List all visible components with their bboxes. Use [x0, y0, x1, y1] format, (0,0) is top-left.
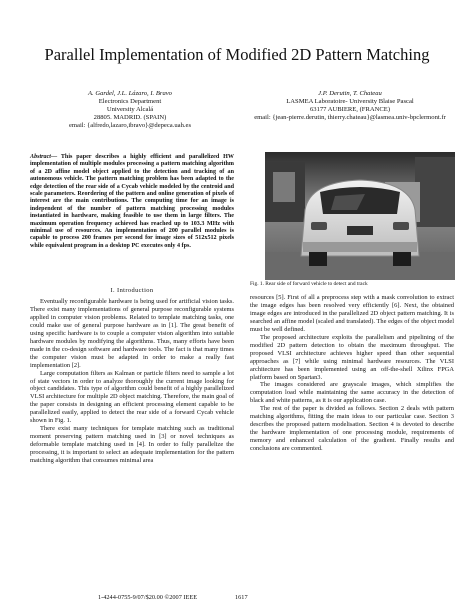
- author-address-left: 28805. MADRID. (SPAIN): [93, 113, 167, 121]
- author-block-left: [30, 90, 230, 130]
- footer-copyright: 1-4244-0755-9/07/$20.00 ©2007 IEEE: [98, 594, 198, 601]
- right-column-text: [250, 294, 454, 453]
- author-email-right: email: {jean-pierre.derutin, thierry.chateau}@lasmea.univ-bpclermont.fr: [254, 113, 446, 121]
- right-paragraph: The rest of the paper is divided as follows. Section 2 deals with pattern matching algorithms, fitting the main ideas to our particular case. Section 3 describes the proposed pattern modelisation. Section 4 is devoted to describe the hardware implementation of one processing module, requirements of memory and enhanced calculation of the gradient. Finally results and conclusions are commented.: [250, 405, 454, 453]
- abstract-text: — This paper describes a highly efficient and parallelized HW implementation of multiple modules processing a pattern matching algorithm of a 2D affine model object applied to the detection and tracking of an autonomous vehicle. The pattern matching problem has been adapted to the edge detection of the rear side of a Cycab vehicle modeled by the centroid and scale parameters. Reordering of the pattern and online generation of pixels of interest are the main contributions. The computing time for an image is independent of the number of pattern matching processing modules instantiated in hardware, making feasible to use them in large filters. The maximum operation frequency achieved has reached up to 103.3 MHz with minimal use of resources. An implementation of 200 parallel modules is capable to process 200 frames per second for image sizes of 512x512 pixels while equivalent program in a desktop PC executes only 4 fps.: [30, 154, 234, 249]
- figure-1-vehicle-photo: [265, 152, 455, 280]
- intro-paragraph: There exist many techniques for template matching such as traditional moment preserving pattern matching used in [3] or novel techniques as deformable template matching used in [4]. In order to fully parallelize the processing, it is important to select an adequate implementation for the pattern matching algorithm that consumes minimal area: [30, 425, 234, 465]
- author-address-right: 63177 AUBIERE, (FRANCE): [309, 105, 391, 113]
- intro-paragraph: Eventually reconfigurable hardware is being used for artificial vision tasks. There exist many implementations of general purpose reconfigurable systems applied in computer vision problems. Related to template matching tasks, one could make use of general purpose hardware as in [1]. The great benefit of using specific hardware is to couple a computer vision algorithm into suitable hardware modules by modifying the algorithms. Thus, many efforts have been made in the co-design software and hardware tools. The fact is that many times the computer vision must be adapted in order to make a really fast implementation [2].: [30, 298, 234, 369]
- author-names-right: J.P. Derutin, T. Chateau: [318, 90, 382, 97]
- author-dept-left: Electronics Department: [98, 97, 162, 105]
- author-names-left: A. Gardel, J.L. Lázaro, I. Bravo: [88, 90, 172, 97]
- page-number: 1617: [235, 594, 248, 601]
- author-email-left: email: {alfredo,lazaro,ibravo}@depeca.uah.es: [68, 121, 192, 129]
- figure-caption: Fig. 1. Rear side of forward vehicle to detect and track: [250, 281, 368, 287]
- vehicle-photo: [265, 152, 455, 280]
- section-heading-introduction: I. Introduction: [110, 287, 154, 294]
- abstract-lead: Abstract: [30, 154, 51, 160]
- introduction-text: [30, 298, 234, 465]
- right-paragraph: The images considered are grayscale images, which simplifies the computation load while maintaining the same accuracy in the detection of black and white patterns, as it is our application case.: [250, 381, 454, 405]
- author-dept-right: LASMEA Laboratoire- University Blaise Pascal: [286, 97, 414, 105]
- abstract: [30, 154, 234, 250]
- paper-title: Parallel Implementation of Modified 2D Pattern Matching: [44, 45, 430, 64]
- right-paragraph: resources [5]. First of all a preprocess step with a mask convolution to extract the image edges has been resolved very efficiently [6]. Next, the obtained image edges are introduced in the parallelized 2D object pattern matching. It is searched an affine model (scaled and translated). The edges of the object model must be well defined.: [250, 294, 454, 333]
- intro-paragraph: Large computation filters as Kalman or particle filters need to sample a lot of state vectors in order to analyze thoroughly the current image looking for object candidates. This type of algorithm could benefit of a highly parallelized VLSI architecture for multiple 2D object matching. Therefore, the main goal of the paper consists in designing an efficient processing element capable to be parallelized easily, applied to detect the rear side of a forward Cycab vehicle shown in Fig. 1.: [30, 369, 234, 425]
- right-paragraph: The proposed architecture exploits the parallelism and pipelining of the modified 2D pattern detection to obtain the maximum throughput. The proposed VLSI architecture achieves higher speed than other sequential approaches as [7] while using minimal hardware resources. The VLSI architecture has been implemented using an off-the-shell Xilinx FPGA platform based on Spartan3.: [250, 333, 454, 381]
- author-block-right: [245, 90, 455, 122]
- author-org-left: University Alcalá: [106, 105, 154, 113]
